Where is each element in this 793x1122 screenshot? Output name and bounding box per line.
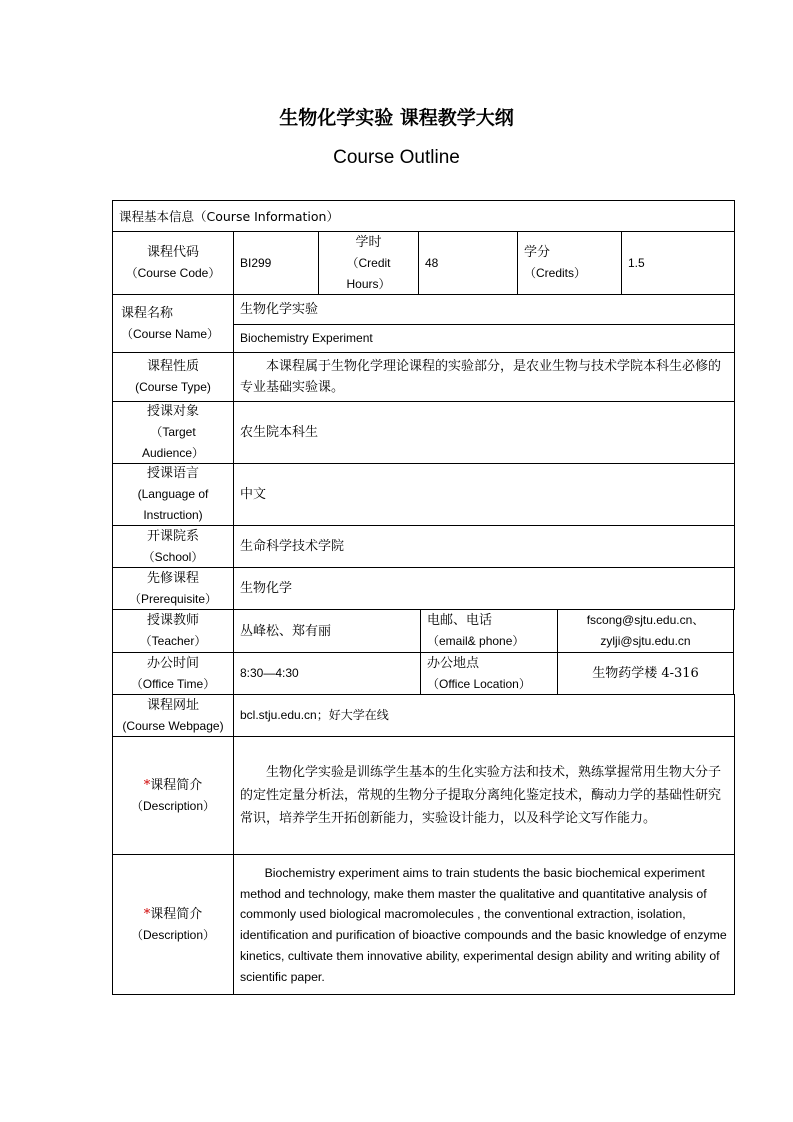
- name-label-en: （Course Name）: [121, 326, 220, 341]
- type-value-cell: [233, 352, 735, 402]
- language-label-en1: (Language of: [137, 487, 209, 501]
- course-info-header-text: 课程基本信息（Course Information）: [119, 208, 339, 224]
- name-value-en: Biochemistry Experiment: [240, 331, 373, 345]
- school-value-cell: [233, 525, 735, 568]
- credits-value-cell: [621, 231, 735, 295]
- office-time-value: 8:30—4:30: [240, 666, 299, 680]
- webpage-label-cell: [112, 694, 234, 737]
- type-value: 本课程属于生物化学理论课程的实验部分，是农业生物与技术学院本科生必修的专业基础实验课。: [240, 359, 722, 395]
- required-star: *: [143, 777, 151, 793]
- webpage-value[interactable]: bcl.stju.edu.cn；好大学在线: [240, 708, 389, 722]
- audience-label-cell: [112, 401, 234, 464]
- page-title: 生物化学实验 课程教学大纲: [279, 107, 514, 129]
- name-label-cell: [112, 294, 234, 353]
- school-label-cell: [112, 525, 234, 568]
- type-label-cell: [112, 352, 234, 402]
- language-label-cell: [112, 463, 234, 526]
- code-label-en: （Course Code）: [125, 266, 221, 280]
- contact-label-cell: [420, 609, 558, 653]
- teacher-value-cell: [233, 609, 421, 653]
- desc-en-label-en: （Description）: [130, 927, 216, 942]
- office-location-value: 生物药学楼 4-316: [592, 666, 699, 681]
- teacher-label-cn: 授课教师: [146, 613, 199, 628]
- audience-label-en2: Audience）: [141, 446, 205, 460]
- hours-label-cell: [318, 231, 419, 295]
- name-cn-cell: [233, 294, 735, 325]
- desc-en-label-cell: [112, 854, 234, 995]
- desc-en-value: Biochemistry experiment aims to train students the basic biochemical experiment method and technology, make them master the qualitative and quantitative analysis of commonly used biological macromolecules , the conventional extraction, isolation, identification and purification of bioactive compounds and the basic knowledge of enzyme kinetics, cultivate them innovative ability, experimental design ability and writing ability of scientific paper.: [240, 866, 727, 984]
- audience-label-cn: 授课对象: [146, 404, 199, 419]
- office-time-label-cn: 办公时间: [146, 655, 199, 671]
- desc-en-value-cell: [233, 854, 735, 995]
- language-value-cell: [233, 463, 735, 526]
- contact-value-cell: [557, 609, 734, 653]
- desc-cn-label-cn: 课程简介: [150, 777, 203, 793]
- credits-value: 1.5: [628, 255, 645, 270]
- teacher-value: 丛峰松、郑有丽: [240, 623, 332, 639]
- teacher-label-cell: [112, 609, 234, 653]
- credits-label-en: （Credits）: [524, 266, 587, 280]
- school-label-en: （School）: [142, 549, 204, 564]
- office-time-label-cell: [112, 652, 234, 695]
- office-location-value-cell: [557, 652, 734, 695]
- school-label-cn: 开课院系: [146, 528, 199, 544]
- hours-value-cell: [418, 231, 518, 295]
- code-value: BI299: [240, 255, 272, 270]
- code-label-cn: 课程代码: [146, 245, 199, 260]
- desc-cn-label-en: （Description）: [130, 798, 216, 813]
- credits-label-cn: 学分: [524, 245, 551, 260]
- office-location-label-cn: 办公地点: [427, 655, 480, 671]
- contact-label-en: （email& phone）: [427, 634, 525, 648]
- teacher-label-en: （Teacher）: [139, 634, 207, 648]
- hours-value: 48: [425, 255, 439, 270]
- language-label-en2: Instruction): [143, 508, 203, 522]
- code-label-cell: [112, 231, 234, 295]
- prereq-value-cell: [233, 567, 735, 610]
- desc-cn-value-cell: [233, 736, 735, 855]
- desc-cn-value: 生物化学实验是训练学生基本的生化实验方法和技术，熟练掌握常用生物大分子的定性定量分析法，常规的生物分子提取分离纯化鉴定技术，酶动力学的基础性研究常识，培养学生开拓创新能力，实验设计能力，以及科学论文写作能力。: [240, 765, 722, 826]
- required-star: *: [143, 906, 151, 922]
- audience-label-en1: （Target: [150, 425, 196, 439]
- prereq-label-cn: 先修课程: [146, 570, 199, 586]
- office-time-label-en: （Office Time）: [130, 676, 216, 691]
- type-label-en: (Course Type): [135, 380, 211, 394]
- type-label-cn: 课程性质: [146, 359, 199, 374]
- prereq-label-cell: [112, 567, 234, 610]
- course-info-header: [112, 200, 735, 232]
- language-value: 中文: [240, 487, 267, 502]
- prereq-value: 生物化学: [240, 581, 293, 596]
- office-time-value-cell: [233, 652, 421, 695]
- audience-value: 农生院本科生: [240, 425, 319, 440]
- audience-value-cell: [233, 401, 735, 464]
- email-1: fscong@sjtu.edu.cn、: [586, 613, 705, 627]
- school-value: 生命科学技术学院: [240, 539, 345, 554]
- hours-label-en2: Hours）: [346, 276, 391, 291]
- name-en-cell: [233, 324, 735, 353]
- email-2: zylji@sjtu.edu.cn: [600, 634, 691, 648]
- office-location-label-cell: [420, 652, 558, 695]
- prereq-label-en: （Prerequisite）: [128, 591, 218, 606]
- language-label-cn: 授课语言: [146, 466, 199, 481]
- desc-cn-label-cell: [112, 736, 234, 855]
- page-subtitle: Course Outline: [333, 147, 460, 168]
- name-label-cn: 课程名称: [121, 305, 174, 321]
- hours-label-en1: （Credit: [346, 255, 391, 270]
- contact-label-cn: 电邮、电话: [427, 613, 493, 628]
- webpage-label-en: (Course Webpage): [122, 718, 224, 733]
- code-value-cell: [233, 231, 319, 295]
- hours-label-cn: 学时: [355, 234, 382, 250]
- name-value-cn: 生物化学实验: [240, 302, 319, 317]
- office-location-label-en: （Office Location）: [427, 676, 531, 691]
- desc-en-label-cn: 课程简介: [150, 906, 203, 922]
- webpage-value-cell: [233, 694, 735, 737]
- webpage-label-cn: 课程网址: [146, 697, 199, 713]
- credits-label-cell: [517, 231, 622, 295]
